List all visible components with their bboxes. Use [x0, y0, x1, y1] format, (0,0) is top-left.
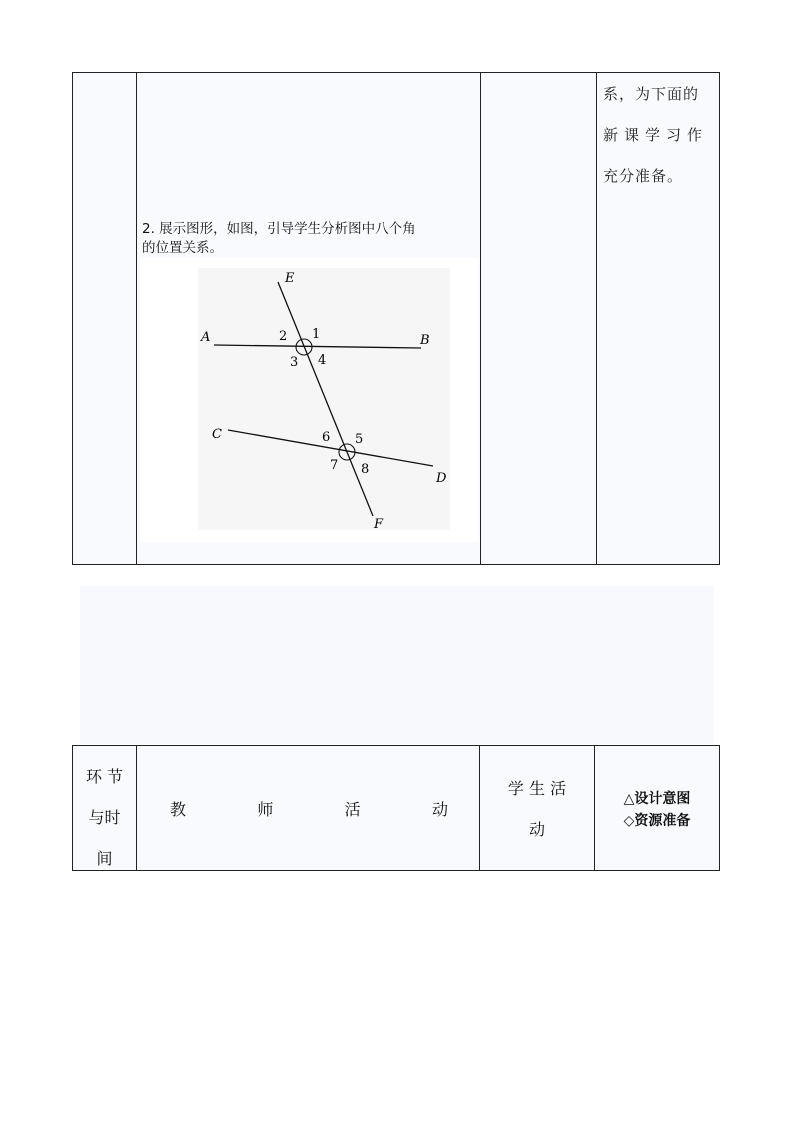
blank-section — [80, 586, 714, 744]
header-table-border-top — [72, 745, 720, 746]
notes-line-2: 新课学习作 — [603, 126, 709, 144]
label-b: B — [420, 333, 430, 348]
header-col1-line-1: 环 节 — [85, 767, 124, 786]
teacher-char-4: 动 — [431, 800, 448, 819]
header-table-border-right — [719, 745, 720, 871]
header-col1-line-2: 与时 — [88, 808, 121, 827]
label-angle-4: 4 — [318, 353, 327, 368]
figure-paper — [198, 268, 450, 530]
student-line-2: 动 — [528, 820, 545, 839]
teacher-char-1: 教 — [170, 800, 187, 819]
design-line-1: △设计意图 — [623, 791, 691, 807]
top-table-border-right — [719, 72, 720, 565]
label-angle-8: 8 — [361, 462, 370, 477]
label-angle-6: 6 — [322, 430, 331, 445]
top-table-border-bottom — [72, 564, 720, 565]
label-d: D — [436, 471, 447, 486]
label-angle-5: 5 — [355, 432, 364, 447]
header-teacher-activity — [170, 797, 448, 820]
label-angle-3: 3 — [290, 355, 299, 370]
header-section-time — [73, 756, 136, 879]
design-line-2: ◇资源准备 — [623, 813, 691, 829]
student-line-1: 学 生 活 — [507, 779, 567, 798]
design-notes — [603, 74, 718, 197]
top-table-divider-1 — [136, 72, 137, 565]
label-f: F — [374, 517, 384, 532]
top-table-divider-3 — [596, 72, 597, 565]
top-table-border-left — [72, 72, 73, 565]
label-angle-2: 2 — [279, 329, 288, 344]
top-table-divider-2 — [480, 72, 481, 565]
teacher-char-2: 师 — [257, 800, 274, 819]
header-col1-line-3: 间 — [96, 849, 113, 868]
label-c: C — [212, 427, 222, 442]
header-table-border-bottom — [72, 870, 720, 871]
notes-line-1: 系，为下面的 — [603, 85, 700, 103]
label-angle-1: 1 — [312, 327, 321, 342]
teacher-activity-text — [142, 220, 478, 258]
top-table-border-top — [72, 72, 720, 73]
notes-line-3: 充分准备。 — [603, 167, 684, 185]
teacher-char-3: 活 — [344, 800, 361, 819]
teacher-text-line-2: 的位置关系。 — [142, 240, 223, 256]
label-angle-7: 7 — [330, 458, 339, 473]
label-a: A — [201, 330, 211, 345]
header-student-activity — [480, 768, 594, 850]
label-e: E — [285, 271, 295, 286]
teacher-text-line-1: 2. 展示图形，如图，引导学生分析图中八个角 — [142, 221, 416, 237]
header-design-intent — [595, 788, 719, 832]
header-table-divider-1 — [136, 745, 137, 871]
angles-figure — [140, 258, 478, 542]
